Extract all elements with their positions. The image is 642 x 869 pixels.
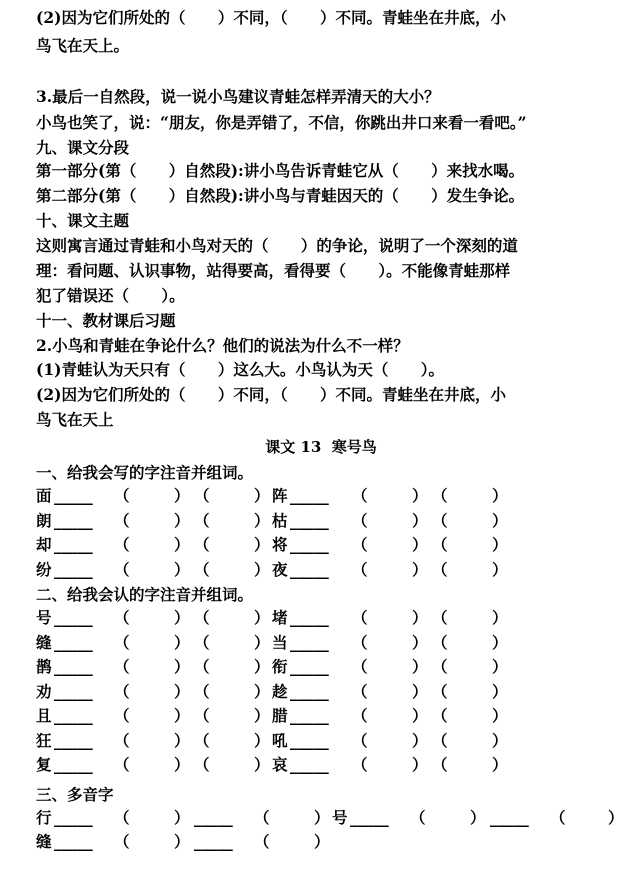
text-line: 鸟飞在天上: [36, 410, 114, 429]
paren-close: ）: [174, 559, 190, 579]
polyphone-row: [0, 832, 642, 852]
paren-close: ）: [254, 486, 270, 505]
blank-line[interactable]: _____: [54, 681, 93, 701]
paren-open: （: [194, 755, 210, 774]
blank-line[interactable]: _____: [194, 832, 233, 851]
vocab-row: [0, 633, 642, 653]
paren-close: ）: [174, 608, 190, 627]
text-line: 第二部分(第（ ）自然段):讲小鸟与青蛙因天的（ ）发生争论。: [36, 186, 525, 205]
paren-open: （: [432, 681, 448, 701]
section-heading: 一、给我会写的字注音并组词。: [36, 463, 254, 482]
paren-close: ）: [492, 535, 508, 554]
blank-line[interactable]: _____: [290, 730, 329, 750]
paren-open: （: [432, 535, 448, 554]
character: 鹊: [36, 657, 52, 676]
paren-close: ）: [412, 486, 428, 505]
paren-close: ）: [174, 486, 190, 505]
paren-close: ）: [412, 755, 428, 774]
blank-line[interactable]: _____: [54, 486, 93, 505]
paren-open: （: [194, 608, 210, 627]
paren-close: ）: [412, 559, 428, 579]
polyphone-row: [0, 808, 642, 828]
paren-close: ）: [174, 657, 190, 676]
paren-open: （: [432, 510, 448, 530]
blank-line[interactable]: _____: [54, 808, 93, 827]
paren-close: ）: [314, 832, 330, 851]
character: 枯: [272, 510, 288, 530]
character: 哀: [272, 755, 288, 774]
section-heading: 十、课文主题: [36, 211, 130, 230]
paren-open: （: [194, 510, 210, 530]
vocab-row: [0, 560, 642, 580]
paren-open: （: [114, 808, 130, 827]
paren-open: （: [352, 510, 368, 530]
character: 狂: [36, 730, 52, 750]
paren-open: （: [432, 632, 448, 652]
paren-close: ）: [492, 706, 508, 725]
paren-open: （: [352, 486, 368, 505]
blank-line[interactable]: _____: [54, 832, 93, 851]
text-line: 第一部分(第（ ）自然段):讲小鸟告诉青蛙它从（ ）来找水喝。: [36, 161, 525, 180]
text-line: (2)因为它们所处的（ ）不同，（ ）不同。青蛙坐在井底，小: [36, 385, 506, 404]
blank-line[interactable]: _____: [194, 808, 233, 827]
paren-close: ）: [174, 755, 190, 774]
paren-open: （: [254, 832, 270, 851]
paren-close: ）: [254, 730, 270, 750]
paren-open: （: [432, 486, 448, 505]
paren-open: （: [114, 755, 130, 774]
blank-line[interactable]: _____: [54, 706, 93, 725]
question-heading: 3.最后一自然段，说一说小鸟建议青蛙怎样弄清天的大小？: [36, 87, 440, 106]
vocab-row: [0, 535, 642, 555]
paren-close: ）: [174, 510, 190, 530]
paren-open: （: [254, 808, 270, 827]
paren-open: （: [352, 559, 368, 579]
paren-close: ）: [492, 486, 508, 505]
paren-close: ）: [492, 681, 508, 701]
paren-open: （: [194, 559, 210, 579]
paren-close: ）: [254, 535, 270, 554]
paren-open: （: [194, 730, 210, 750]
lesson-title: 课文 13 寒号鸟: [265, 438, 377, 456]
paren-close: ）: [412, 510, 428, 530]
paren-open: （: [114, 535, 130, 554]
paren-close: ）: [492, 755, 508, 774]
paren-close: ）: [174, 681, 190, 701]
character: 阵: [272, 486, 288, 505]
paren-close: ）: [254, 755, 270, 774]
paren-close: ）: [492, 730, 508, 750]
vocab-row: [0, 755, 642, 775]
vocab-row: [0, 706, 642, 726]
paren-open: （: [410, 808, 426, 827]
blank-line[interactable]: _____: [54, 559, 93, 579]
paren-open: （: [114, 608, 130, 627]
blank-line[interactable]: _____: [290, 608, 329, 627]
paren-close: ）: [412, 632, 428, 652]
text-line: 理：看问题、认识事物，站得要高，看得要（ ）。不能像青蛙那样: [36, 261, 511, 280]
paren-open: （: [352, 535, 368, 554]
paren-open: （: [352, 632, 368, 652]
paren-close: ）: [254, 510, 270, 530]
paren-open: （: [114, 486, 130, 505]
paren-open: （: [432, 755, 448, 774]
paren-close: ）: [174, 535, 190, 554]
vocab-row: [0, 682, 642, 702]
vocab-row: [0, 486, 642, 506]
character: 且: [36, 706, 52, 725]
blank-line[interactable]: _____: [54, 608, 93, 627]
character: 腊: [272, 706, 288, 725]
paren-close: ）: [412, 706, 428, 725]
blank-line[interactable]: _____: [54, 510, 93, 530]
paren-open: （: [352, 755, 368, 774]
paren-open: （: [114, 832, 130, 851]
paren-open: （: [194, 486, 210, 505]
paren-open: （: [194, 681, 210, 701]
character: 堵: [272, 608, 288, 627]
paren-close: ）: [254, 706, 270, 725]
section-heading: 九、课文分段: [36, 138, 130, 157]
text-line: (2)因为它们所处的（ ）不同，（ ）不同。青蛙坐在井底，小: [36, 8, 506, 27]
blank-line[interactable]: _____: [350, 808, 389, 827]
blank-line[interactable]: _____: [54, 535, 93, 554]
text-line: 鸟飞在天上。: [36, 36, 130, 55]
paren-close: ）: [254, 632, 270, 652]
paren-open: （: [114, 559, 130, 579]
vocab-row: [0, 511, 642, 531]
paren-open: （: [432, 559, 448, 579]
paren-close: ）: [412, 681, 428, 701]
character: 号: [36, 608, 52, 627]
character: 劝: [36, 681, 52, 701]
character: 吼: [272, 730, 288, 750]
paren-close: ）: [254, 559, 270, 579]
character: 将: [272, 535, 288, 554]
text-line: 小鸟也笑了，说：“朋友，你是弄错了，不信，你跳出井口来看一看吧。”: [36, 113, 527, 132]
blank-line[interactable]: _____: [54, 632, 93, 652]
paren-close: ）: [492, 632, 508, 652]
character: 复: [36, 755, 52, 774]
paren-open: （: [352, 657, 368, 676]
paren-open: （: [550, 808, 566, 827]
character: 纷: [36, 559, 52, 579]
character: 趁: [272, 681, 288, 701]
paren-close: ）: [412, 535, 428, 554]
section-heading: 三、多音字: [36, 785, 114, 804]
paren-open: （: [114, 681, 130, 701]
blank-line[interactable]: _____: [290, 706, 329, 725]
paren-close: ）: [412, 657, 428, 676]
blank-line[interactable]: _____: [290, 535, 329, 554]
character: 面: [36, 486, 52, 505]
text-line: 这则寓言通过青蛙和小鸟对天的（ ）的争论，说明了一个深刻的道: [36, 236, 518, 255]
paren-close: ）: [412, 730, 428, 750]
blank-line[interactable]: _____: [290, 559, 329, 579]
vocab-row: [0, 731, 642, 751]
paren-open: （: [114, 657, 130, 676]
character: 朗: [36, 510, 52, 530]
paren-open: （: [352, 608, 368, 627]
paren-close: ）: [174, 632, 190, 652]
paren-close: ）: [314, 808, 330, 827]
paren-close: ）: [492, 510, 508, 530]
paren-close: ）: [254, 681, 270, 701]
paren-open: （: [352, 681, 368, 701]
paren-close: ）: [492, 657, 508, 676]
paren-open: （: [114, 632, 130, 652]
paren-open: （: [432, 706, 448, 725]
section-heading: 十一、教材课后习题: [36, 311, 176, 330]
paren-close: ）: [254, 657, 270, 676]
question-heading: 2.小鸟和青蛙在争论什么？他们的说法为什么不一样？: [36, 336, 409, 355]
character: 缝: [36, 832, 52, 851]
blank-line[interactable]: _____: [54, 730, 93, 750]
character: 夜: [272, 559, 288, 579]
paren-open: （: [432, 657, 448, 676]
paren-open: （: [194, 657, 210, 676]
paren-close: ）: [174, 808, 190, 827]
character: 行: [36, 808, 52, 827]
paren-open: （: [114, 510, 130, 530]
character: 缝: [36, 632, 52, 652]
paren-open: （: [352, 730, 368, 750]
paren-close: ）: [174, 706, 190, 725]
blank-line[interactable]: _____: [54, 657, 93, 676]
paren-open: （: [352, 706, 368, 725]
vocab-row: [0, 608, 642, 628]
paren-close: ）: [608, 808, 624, 827]
text-line: 犯了错误还（ ）。: [36, 286, 185, 305]
character: 却: [36, 535, 52, 554]
paren-close: ）: [492, 608, 508, 627]
blank-line[interactable]: _____: [290, 657, 329, 676]
paren-open: （: [432, 608, 448, 627]
blank-line[interactable]: _____: [290, 632, 329, 652]
paren-open: （: [194, 632, 210, 652]
blank-line[interactable]: _____: [290, 755, 329, 774]
blank-line[interactable]: _____: [290, 681, 329, 701]
paren-open: （: [114, 730, 130, 750]
blank-line[interactable]: _____: [290, 486, 329, 505]
blank-line[interactable]: _____: [290, 510, 329, 530]
blank-line[interactable]: _____: [54, 755, 93, 774]
section-heading: 二、给我会认的字注音并组词。: [36, 585, 254, 604]
paren-close: ）: [174, 730, 190, 750]
vocab-row: [0, 657, 642, 677]
text-line: (1)青蛙认为天只有（ ）这么大。小鸟认为天（ ）。: [36, 360, 444, 379]
paren-open: （: [194, 535, 210, 554]
character: 当: [272, 632, 288, 652]
paren-close: ）: [174, 832, 190, 851]
paren-open: （: [432, 730, 448, 750]
paren-close: ）: [412, 608, 428, 627]
paren-close: ）: [254, 608, 270, 627]
blank-line[interactable]: _____: [490, 808, 529, 827]
character: 衔: [272, 657, 288, 676]
paren-close: ）: [470, 808, 486, 827]
paren-close: ）: [492, 559, 508, 579]
paren-open: （: [194, 706, 210, 725]
character: 号: [332, 808, 348, 827]
paren-open: （: [114, 706, 130, 725]
